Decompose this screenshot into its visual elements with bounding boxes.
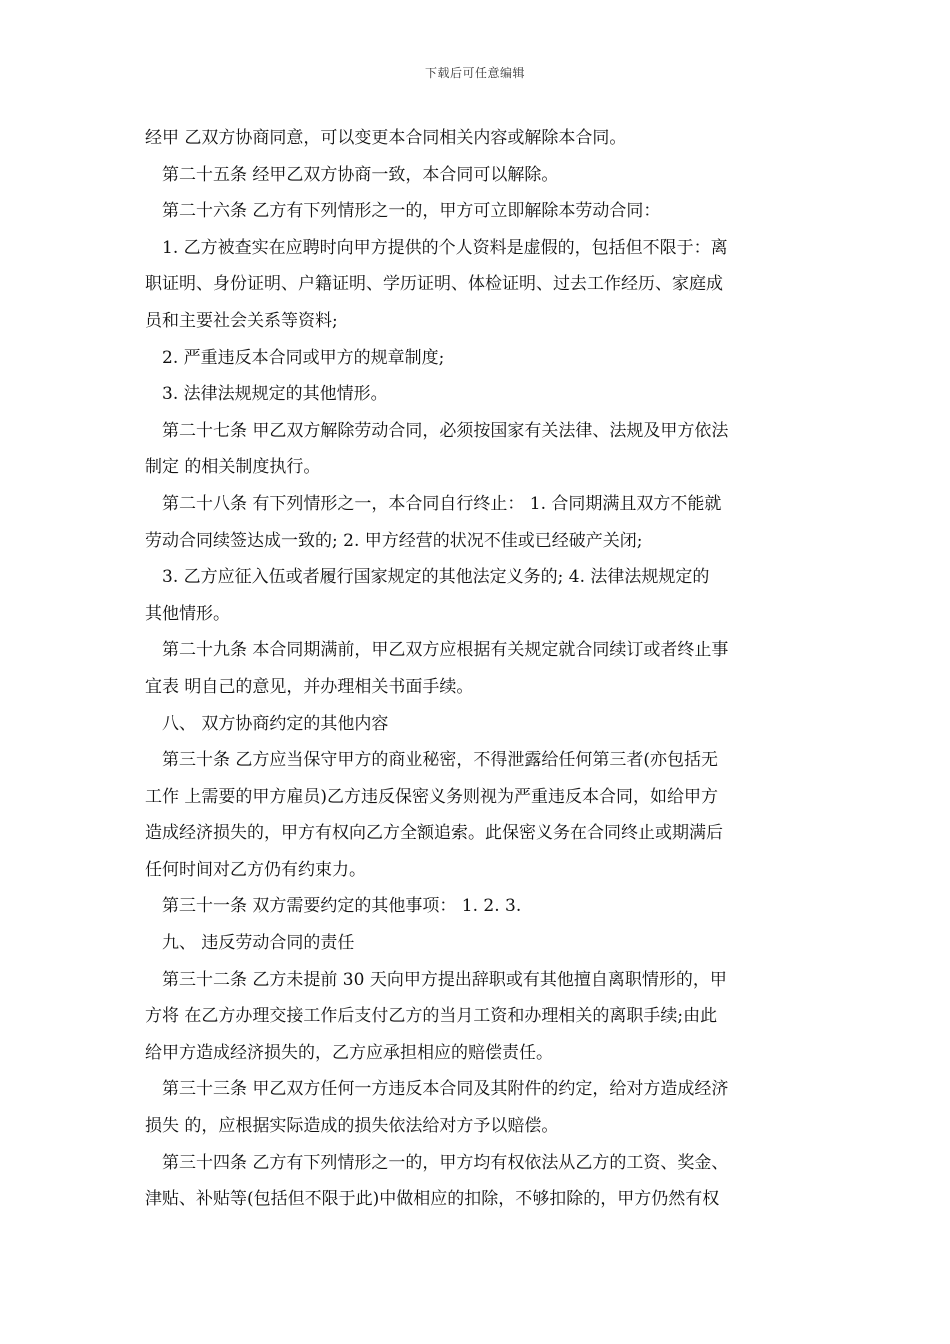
- section-heading: 八、 双方协商约定的其他内容: [162, 713, 389, 734]
- text-line: 其他情形。: [145, 603, 230, 624]
- text-line: 给甲方造成经济损失的，乙方应承担相应的赔偿责任。: [145, 1042, 553, 1063]
- text-line: 3. 乙方应征入伍或者履行国家规定的其他法定义务的; 4. 法律法规规定的: [162, 567, 710, 588]
- text-line: 损失 的，应根据实际造成的损失依法给对方予以赔偿。: [145, 1116, 559, 1137]
- text-line: 第二十九条 本合同期满前，甲乙双方应根据有关规定就合同续订或者终止事: [162, 640, 729, 661]
- text-line: 员和主要社会关系等资料;: [145, 310, 338, 331]
- text-line: 第二十七条 甲乙双方解除劳动合同，必须按国家有关法律、法规及甲方依法: [162, 420, 729, 441]
- document-body: [145, 120, 810, 1218]
- text-line: 职证明、身份证明、户籍证明、学历证明、体检证明、过去工作经历、家庭成: [145, 274, 723, 295]
- text-line: 制定 的相关制度执行。: [145, 457, 321, 478]
- text-line: 第二十八条 有下列情形之一，本合同自行终止： 1. 合同期满且双方不能就: [162, 493, 722, 514]
- text-line: 第二十五条 经甲乙双方协商一致，本合同可以解除。: [162, 164, 559, 185]
- text-line: 1. 乙方被查实在应聘时向甲方提供的个人资料是虚假的，包括但不限于：离: [162, 237, 728, 258]
- text-line: 3. 法律法规规定的其他情形。: [162, 384, 388, 405]
- text-line: 津贴、补贴等(包括但不限于此)中做相应的扣除，不够扣除的，甲方仍然有权: [145, 1189, 720, 1210]
- text-line: 方将 在乙方办理交接工作后支付乙方的当月工资和办理相关的离职手续;由此: [145, 1006, 718, 1027]
- text-line: 经甲 乙双方协商同意，可以变更本合同相关内容或解除本合同。: [145, 128, 627, 148]
- text-line: 第三十四条 乙方有下列情形之一的，甲方均有权依法从乙方的工资、奖金、: [162, 1152, 729, 1173]
- text-line: 第二十六条 乙方有下列情形之一的，甲方可立即解除本劳动合同：: [162, 201, 661, 222]
- section-heading: 九、 违反劳动合同的责任: [162, 933, 355, 954]
- text-line: 工作 上需要的甲方雇员)乙方违反保密义务则视为严重违反本合同，如给甲方: [145, 786, 719, 807]
- text-line: 第三十条 乙方应当保守甲方的商业秘密，不得泄露给任何第三者(亦包括无: [162, 750, 719, 771]
- text-line: 宜表 明自己的意见，并办理相关书面手续。: [145, 676, 474, 697]
- text-line: 2. 严重违反本合同或甲方的规章制度;: [162, 347, 445, 368]
- text-line: 第三十一条 双方需要约定的其他事项： 1. 2. 3.: [162, 896, 522, 917]
- text-line: 任何时间对乙方仍有约束力。: [145, 859, 366, 880]
- text-line: 第三十三条 甲乙双方任何一方违反本合同及其附件的约定，给对方造成经济: [162, 1079, 729, 1100]
- text-line: 造成经济损失的，甲方有权向乙方全额追索。此保密义务在合同终止或期满后: [145, 823, 723, 844]
- text-line: 劳动合同续签达成一致的; 2. 甲方经营的状况不佳或已经破产关闭;: [145, 530, 643, 551]
- text-line: 第三十二条 乙方未提前 30 天向甲方提出辞职或有其他擅自离职情形的，甲: [162, 969, 727, 990]
- page-header: 下载后可任意编辑: [424, 66, 525, 80]
